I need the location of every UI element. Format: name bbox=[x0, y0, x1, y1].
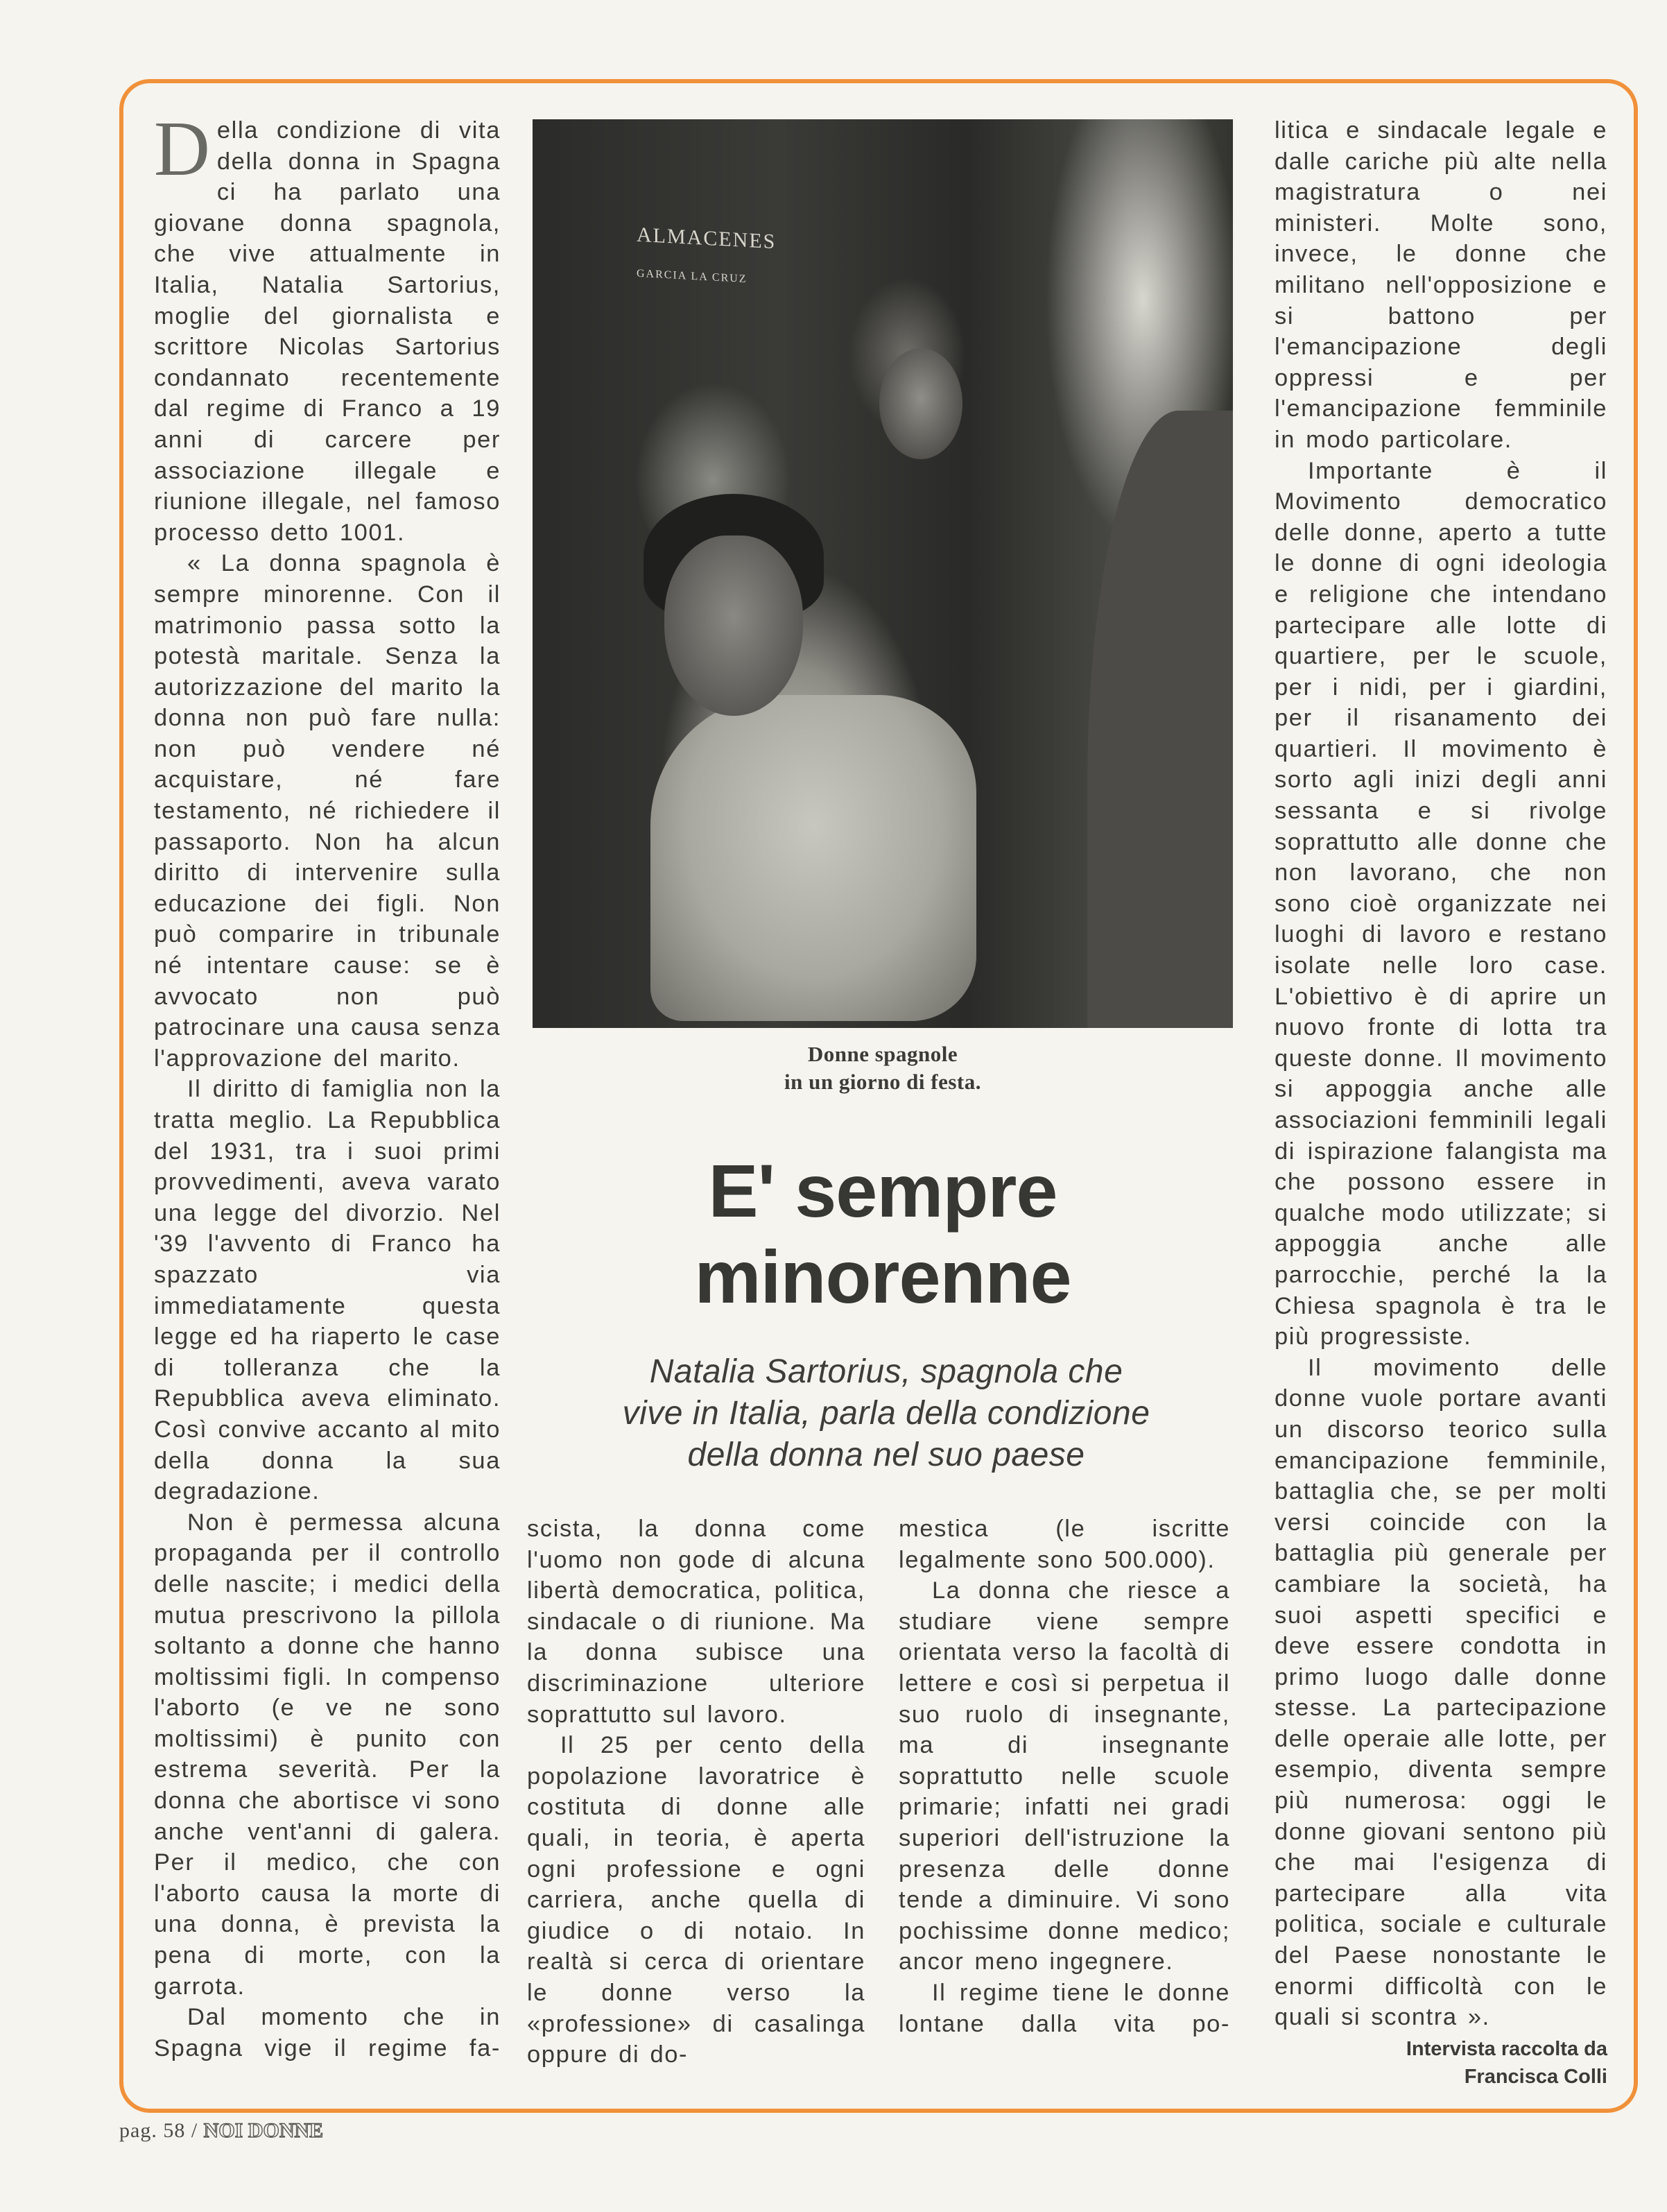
article-paragraph: La donna che riesce a studiare viene sempre orientata verso la facoltà di lettere e così si perpetua il suo ruolo di insegnante, ma di insegnante soprattutto nelle scuole primarie; infatti nei gradi superiori dell'istruzione la presenza delle donne tende a diminuire. Vi sono pochissime donne medico; ancor meno ingegnere. bbox=[899, 1577, 1230, 1975]
photo-figure-woman bbox=[879, 348, 962, 459]
article-paragraph: Importante è il Movimento democratico delle donne, aperto a tutte le donne di ogni ideologia e religione che intendano partecipare alle lotte di quartiere, per le scuole, per i nidi, per i giardini, per il risanamento dei quartieri. Il movimento è sorto agli inizi degli anni sessanta e si rivolge soprattutto alle donne che non lavorano, che non sono cioè organizzate nei luoghi di lavoro e restano isolate nelle loro case. L'obiettivo è di aprire un nuovo fronte di lotta tra queste donne. Il movimento si appoggia anche alle associazioni femminili legali di ispirazione falangista ma che possono essere in qualche modo utilizzate; si appoggia anche alle parrocchie, perché la la Chiesa spagnola è tra le più progressiste. bbox=[1275, 457, 1607, 1351]
article-paragraph: litica e sindacale legale e dalle cariche più alte nella magistratura o nei ministeri. Molte sono, invece, le donne che militano nell'opposizione e si battono per l'emancipazione degli oppressi e per l'emancipazione femminile in modo particolare. bbox=[1275, 117, 1607, 453]
article-paragraph: Il movimento delle donne vuole portare avanti un discorso teorico sulla emancipazione femminile, battaglia che, se per molti versi coincide con la battaglia più generale per cambiare la società, ha suoi aspetti specifici e deve essere condotta in primo luogo dalle donne stesse. La partecipazione delle operaie alle lotte, per esempio, diventa sempre più numerosa: oggi le donne giovani sentono più che mai l'esigenza di partecipare alla vita politica, sociale e culturale del Paese nonostante le enormi difficoltà con le quali si scontra ». bbox=[1275, 1354, 1607, 2031]
article-paragraph: Il diritto di famiglia non la tratta meglio. La Repubblica del 1931, tra i suoi primi provvedimenti, aveva varato una legge del divorzio. Nel '39 l'avvento di Franco ha spazzato via immediatamente questa legge ed ha riaperto le case di tolleranza che la Repubblica aveva eliminato. Così convive accanto al mito della donna la sua degradazione. bbox=[154, 1076, 501, 1505]
article-column-middle-2 bbox=[899, 1514, 1230, 2039]
drop-cap: D bbox=[154, 106, 210, 192]
article-column-left bbox=[154, 106, 501, 2064]
article-headline: E' sempre minorenne bbox=[694, 1149, 1071, 1319]
article-paragraph: Il regime tiene le donne lontane dalla vita po- bbox=[899, 1979, 1230, 2037]
photo-caption: Donne spagnole in un giorno di festa. bbox=[784, 1042, 982, 1094]
article-paragraph: Non è permessa alcuna propaganda per il controllo delle nascite; i medici della mutua prescrivono la pillola soltanto a donne che hanno moltissimi figli. In compenso l'aborto (e ve ne sono moltissimi) è punito con estrema severità. Per la donna che abortisce vi sono anche vent'anni di galera. Per il medico, che con l'aborto causa la morte di una donna, è prevista la pena di morte, con la garrota. bbox=[154, 1509, 501, 2000]
article-paragraph: mestica (le iscritte legalmente sono 500.000). bbox=[899, 1516, 1230, 1573]
article-paragraph: Della condizione di vita della donna in Spagna ci ha parlato una giovane donna spagnola, che vive attualmente in Italia, Natalia Sartorius, moglie del giornalista e scrittore Nicolas Sartorius condannato recentemente dal regime di Franco a 19 anni di carcere per associazione illegale e riunione illegale, nel famoso processo detto 1001. bbox=[154, 106, 501, 546]
photo-figure-shawl bbox=[650, 695, 976, 1021]
article-column-right bbox=[1275, 115, 1607, 2033]
photo-figure-face bbox=[664, 535, 803, 716]
article-subtitle: Natalia Sartorius, spagnola che vive in Italia, parla della condizione della donna nel suo paese bbox=[622, 1353, 1150, 1473]
page-number: pag. 58 bbox=[119, 2119, 186, 2142]
article-byline: Intervista raccolta da Francisca Colli bbox=[1406, 2038, 1607, 2088]
magazine-logo: NOI DONNE bbox=[203, 2119, 324, 2142]
article-paragraph: « La donna spagnola è sempre minorenne. Con il matrimonio passa sotto la potestà maritale. Senza la autorizzazione del marito la donna non può fare nulla: non può vendere né acquistare, né fare testamento, né richiedere il passaporto. Non ha alcun diritto di intervenire sulla educazione dei figli. Non può comparire in tribunale né intentare cause: se è avvocato non può patrocinare una causa senza l'approvazione del marito. bbox=[154, 550, 501, 1072]
photo-shop-sign: ALMACENES GARCIA LA CRUZ bbox=[637, 223, 777, 286]
article-photo bbox=[533, 119, 1233, 1028]
page-footer bbox=[119, 2119, 323, 2143]
photo-figure-coat bbox=[1087, 411, 1233, 1028]
footer-separator: / bbox=[191, 2119, 198, 2142]
article-paragraph: Il 25 per cento della popolazione lavoratrice è costituta di donne alle quali, in teoria, è aperta ogni professione e ogni carriera, anche quella di giudice o di notaio. In realtà si cerca di orientare le donne verso la «professione» di casalinga oppure di do- bbox=[527, 1732, 865, 2068]
article-column-middle-1 bbox=[527, 1514, 865, 2070]
article-paragraph: scista, la donna come l'uomo non gode di alcuna libertà democratica, politica, sindacale o di riunione. Ma la donna subisce una discriminazione ulteriore soprattutto sul lavoro. bbox=[527, 1516, 865, 1728]
article-paragraph: Dal momento che in Spagna vige il regime fa- bbox=[154, 2004, 501, 2061]
